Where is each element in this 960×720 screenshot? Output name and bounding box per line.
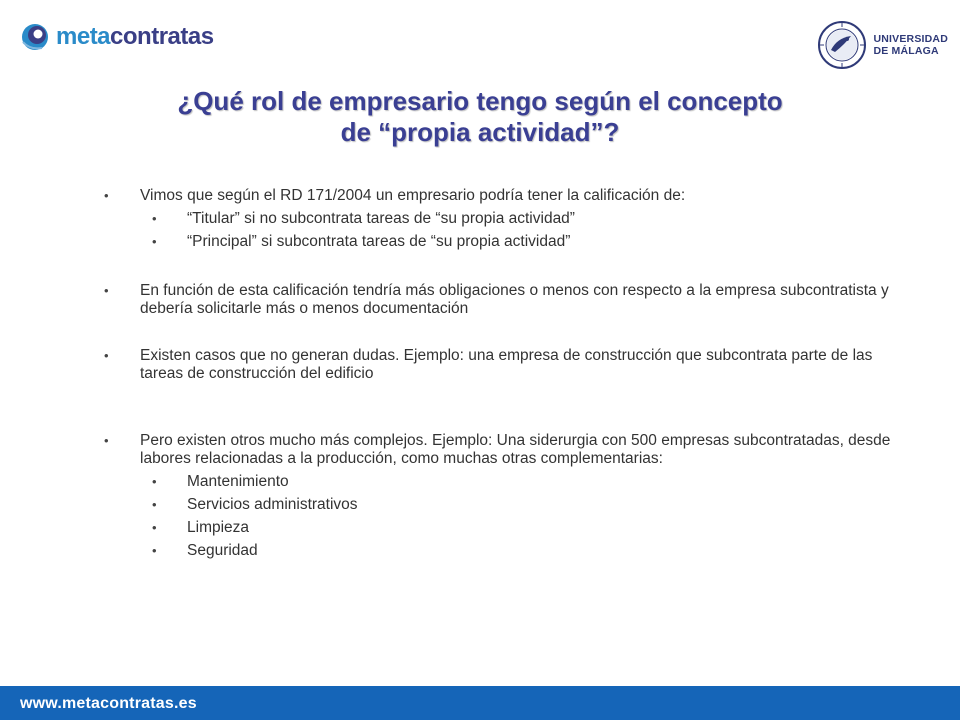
bullet-group-4 (100, 432, 910, 560)
university-seal-icon (817, 20, 867, 70)
bullet-group-1 (100, 187, 910, 251)
brand-prefix: meta (56, 23, 111, 50)
slide-title-line2: de “propia actividad”? (340, 117, 620, 147)
bullet-item: • Pero existen otros mucho más complejos. Ejemplo: Una siderurgia con 500 empresas subcontratadas, desde labores relacionadas a la producción, como muchas otras complementarias: (100, 432, 910, 468)
sub-bullet-item: • Mantenimiento (100, 473, 910, 491)
footer-bar (0, 686, 960, 720)
metacontratas-logo (20, 22, 214, 52)
slide-title (80, 86, 880, 148)
university-name-line2: DE MÁLAGA (873, 45, 939, 57)
sub-bullet-item: • Seguridad (100, 542, 910, 560)
bullet-item: • En función de esta calificación tendría más obligaciones o menos con respecto a la empresa subcontratista y debería solicitarle más o menos documentación (100, 282, 910, 318)
metacontratas-logo-icon (20, 22, 50, 52)
sub-bullet-item: • Limpieza (100, 519, 910, 537)
bullet-item: • Existen casos que no generan dudas. Ejemplo: una empresa de construcción que subcontrata parte de las tareas de construcción del edificio (100, 347, 910, 383)
footer-url[interactable]: www.metacontratas.es (20, 695, 197, 712)
university-name (873, 33, 948, 57)
university-name-line1: UNIVERSIDAD (873, 33, 948, 45)
slide-title-line1: ¿Qué rol de empresario tengo según el concepto (177, 86, 783, 116)
universidad-malaga-logo (817, 20, 948, 70)
bullet-item: • Vimos que según el RD 171/2004 un empresario podría tener la calificación de: (100, 187, 910, 205)
slide-body (100, 187, 910, 560)
metacontratas-wordmark (56, 22, 214, 52)
brand-suffix: contratas (110, 23, 214, 50)
sub-bullet-item: • “Principal” si subcontrata tareas de “su propia actividad” (100, 233, 910, 251)
sub-bullet-item: • “Titular” si no subcontrata tareas de “su propia actividad” (100, 210, 910, 228)
sub-bullet-item: • Servicios administrativos (100, 496, 910, 514)
